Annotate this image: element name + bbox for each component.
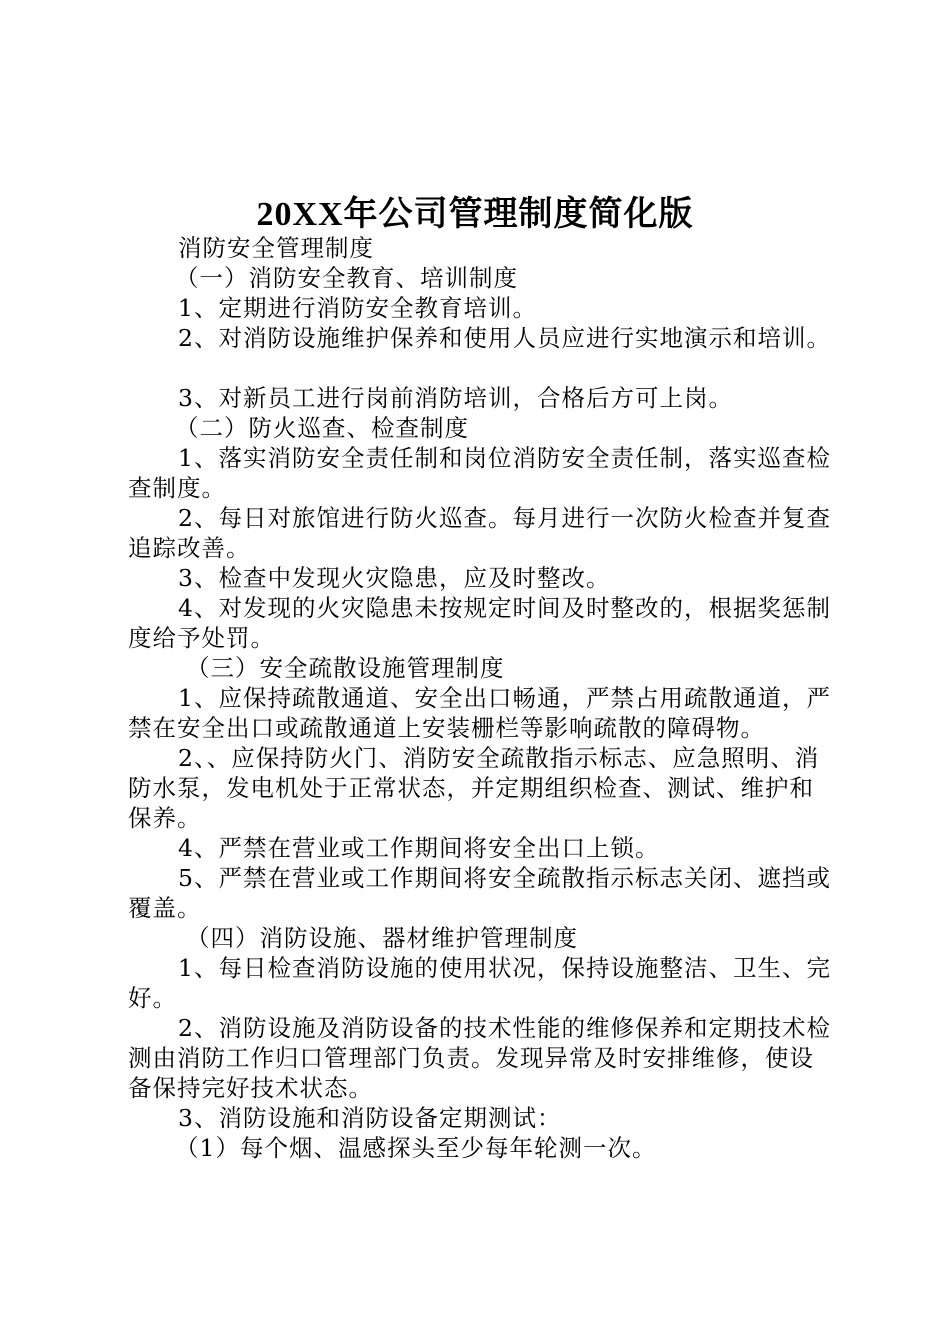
subsection-heading: （一）消防安全教育、培训制度	[175, 264, 518, 292]
paragraph: 2、每日对旅馆进行防火巡查。每月进行一次防火检查并复查追踪改善。	[128, 504, 831, 562]
paragraph: 3、消防设施和消防设备定期测试：	[178, 1104, 562, 1132]
paragraph: 4、严禁在营业或工作期间将安全出口上锁。	[178, 834, 660, 862]
document-body	[128, 233, 838, 1163]
subsection-heading: （二）防火巡查、检查制度	[175, 414, 469, 442]
paragraph: 1、定期进行消防安全教育培训。	[178, 294, 537, 322]
document-title: 20XX年公司管理制度简化版	[256, 196, 694, 233]
paragraph: 2、、应保持防火门、消防安全疏散指示标志、应急照明、消防水泵，发电机处于正常状态，并定期组织检查、测试、维护和保养。	[128, 744, 820, 832]
paragraph: 1、每日检查消防设施的使用状况，保持设施整洁、卫生、完好。	[128, 954, 831, 1012]
paragraph: 3、对新员工进行岗前消防培训，合格后方可上岗。	[178, 384, 733, 412]
paragraph: 1、落实消防安全责任制和岗位消防安全责任制，落实巡查检查制度。	[128, 444, 831, 502]
paragraph: 2、消防设施及消防设备的技术性能的维修保养和定期技术检测由消防工作归口管理部门负责。发现异常及时安排维修，使设备保持完好技术状态。	[128, 1014, 831, 1102]
paragraph: 2、对消防设施维护保养和使用人员应进行实地演示和培训。	[178, 324, 831, 352]
paragraph: 3、检查中发现火灾隐患，应及时整改。	[178, 564, 611, 592]
paragraph: 4、对发现的火灾隐患未按规定时间及时整改的，根据奖惩制度给予处罚。	[128, 594, 831, 652]
paragraph: （1）每个烟、温感探头至少每年轮测一次。	[175, 1134, 657, 1162]
paragraph: 5、严禁在营业或工作期间将安全疏散指示标志关闭、遮挡或覆盖。	[128, 864, 831, 922]
subsection-heading: （三）安全疏散设施管理制度	[186, 654, 505, 682]
paragraph: 1、应保持疏散通道、安全出口畅通，严禁占用疏散通道，严禁在安全出口或疏散通道上安装栅栏等影响疏散的障碍物。	[128, 684, 831, 742]
section-heading: 消防安全管理制度	[178, 234, 374, 262]
subsection-heading: （四）消防设施、器材维护管理制度	[186, 924, 578, 952]
